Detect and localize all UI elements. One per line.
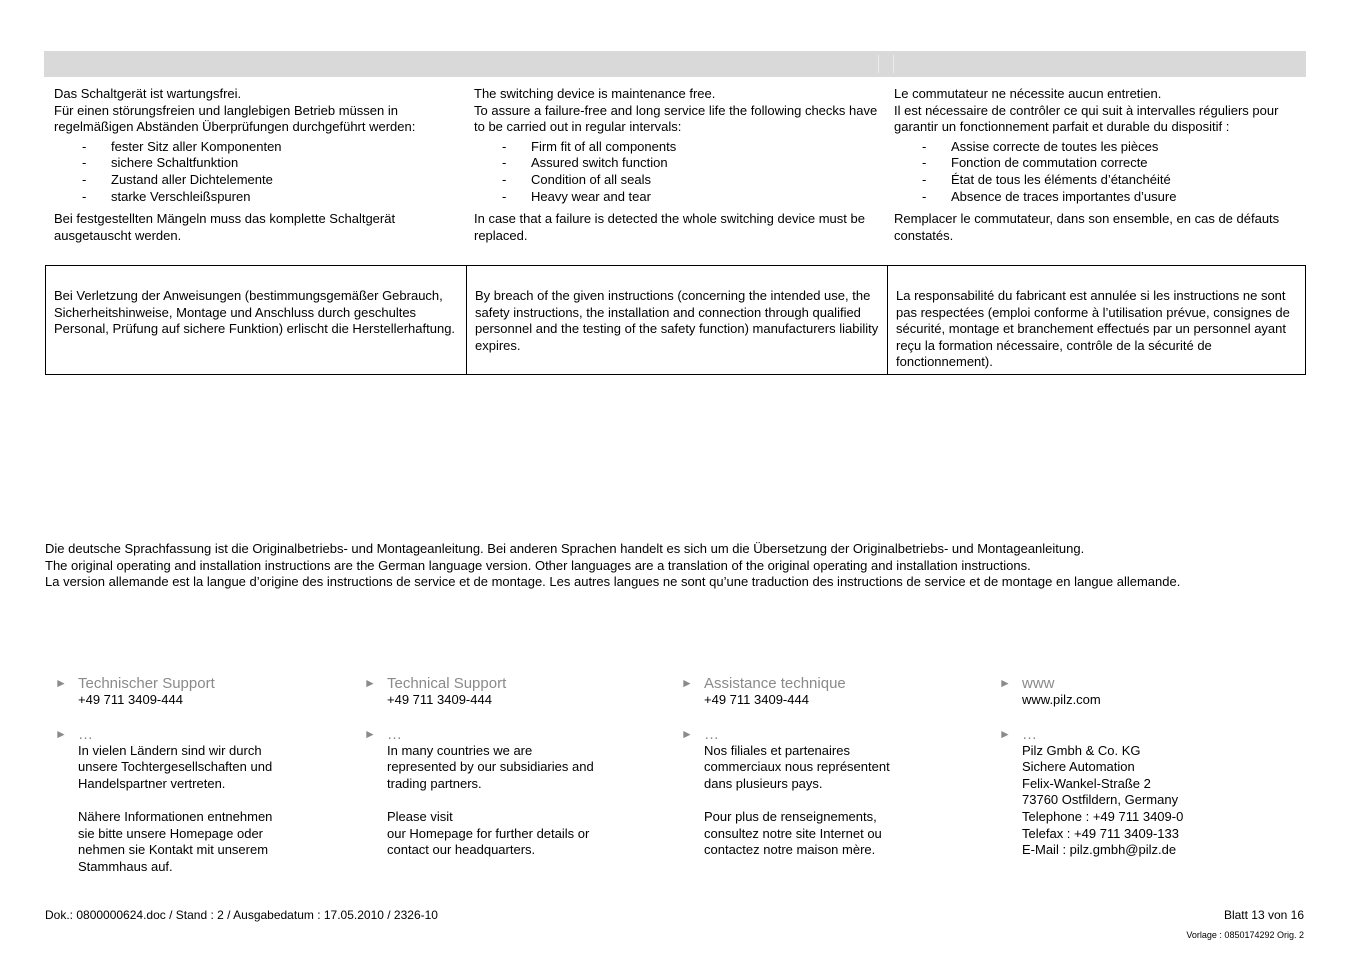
more-info-title: … bbox=[78, 725, 93, 743]
info-line: Handelspartner vertreten. bbox=[78, 775, 226, 791]
page-number: Blatt 13 von 16 bbox=[1223, 908, 1304, 922]
more-info-block bbox=[45, 726, 345, 876]
language-note-fr: La version allemande est la langue d’origine des instructions de service et de montage. Les autres langues ne sont qu’une traduction des instructions de service et de montage en langue allemande. bbox=[45, 574, 1181, 590]
support-title: Technischer Support bbox=[78, 675, 215, 692]
more-info-title: … bbox=[704, 725, 719, 743]
info-line: represented by our subsidiaries and bbox=[387, 759, 594, 775]
website-title: www bbox=[1022, 675, 1055, 692]
info-line: Nähere Informationen entnehmen bbox=[78, 808, 273, 824]
info-line: contact our headquarters. bbox=[387, 842, 536, 858]
info-line: contactez notre maison mère. bbox=[704, 842, 876, 858]
language-note-de: Die deutsche Sprachfassung ist die Originalbetriebs- und Montageanleitung. Bei anderen Sprachen handelt es sich um die Übersetzung der Originalbetriebs- und Montageanleitung. bbox=[45, 541, 1085, 556]
maintenance-intro: Le commutateur ne nécessite aucun entretien. bbox=[894, 86, 1162, 101]
info-line: commerciaux nous représentent bbox=[704, 759, 890, 775]
company-division: Sichere Automation bbox=[1022, 759, 1135, 775]
info-line: Please visit bbox=[387, 808, 453, 824]
website-link[interactable]: www.pilz.com bbox=[1022, 692, 1101, 707]
check-list bbox=[54, 139, 458, 205]
arrow-right-icon: ► bbox=[364, 676, 376, 690]
maintenance-closing: In case that a failure is detected the whole switching device must be replaced. bbox=[474, 211, 865, 243]
info-line: Nos filiales et partenaires bbox=[704, 742, 850, 758]
address-title: … bbox=[1022, 725, 1037, 743]
header-bar-divider bbox=[893, 55, 894, 73]
info-line: Pour plus de renseignements, bbox=[704, 808, 877, 824]
info-line: our Homepage for further details or bbox=[387, 825, 590, 841]
email-link[interactable]: E-Mail : pilz.gmbh@pilz.de bbox=[1022, 842, 1177, 858]
contact-column-en bbox=[354, 675, 654, 859]
telefax: Telefax : +49 711 3409-133 bbox=[1022, 825, 1179, 841]
header-bar-divider bbox=[878, 55, 879, 73]
info-line: nehmen sie Kontakt mit unserem bbox=[78, 842, 269, 858]
arrow-right-icon: ► bbox=[55, 726, 67, 741]
check-list-item: - Assise correcte de toutes les pièces bbox=[922, 138, 1159, 154]
arrow-right-icon: ► bbox=[681, 676, 693, 690]
contact-column-de bbox=[45, 675, 345, 875]
info-line: consultez notre site Internet ou bbox=[704, 825, 882, 841]
info-line: Stammhaus auf. bbox=[78, 858, 173, 874]
check-list-item: - Fonction de commutation correcte bbox=[922, 155, 1148, 171]
check-list-item: - Condition of all seals bbox=[502, 171, 651, 187]
maintenance-column-fr bbox=[894, 86, 1298, 244]
maintenance-intro: Il est nécessaire de contrôler ce qui suit à intervalles réguliers pour garantir un fonctionnement parfait et durable du dispositif : bbox=[894, 102, 1279, 135]
maintenance-closing: Remplacer le commutateur, dans son ensemble, en cas de défauts constatés. bbox=[894, 211, 1280, 243]
more-info-title: … bbox=[387, 725, 402, 743]
liability-cell-en: By breach of the given instructions (concerning the intended use, the safety instructions, the installation and connection through qualified personnel and the testing of the safety function) manufacturers liability expires. bbox=[466, 266, 887, 374]
arrow-right-icon: ► bbox=[999, 726, 1011, 741]
check-list bbox=[474, 139, 878, 205]
check-list-item: - Absence de traces importantes d’usure bbox=[922, 188, 1177, 204]
maintenance-column-en bbox=[474, 86, 878, 244]
maintenance-intro: The switching device is maintenance free. bbox=[474, 86, 716, 101]
more-info-block bbox=[671, 726, 971, 859]
check-list-item: - Heavy wear and tear bbox=[502, 188, 651, 204]
arrow-right-icon: ► bbox=[364, 726, 376, 741]
check-list-item: - Assured switch function bbox=[502, 155, 668, 171]
contact-column-fr bbox=[671, 675, 971, 859]
support-phone: +49 711 3409-444 bbox=[387, 692, 492, 707]
arrow-right-icon: ► bbox=[681, 726, 693, 741]
support-block bbox=[45, 675, 345, 709]
arrow-right-icon: ► bbox=[55, 676, 67, 690]
liability-cell-de: Bei Verletzung der Anweisungen (bestimmungsgemäßer Gebrauch, Sicherheitshinweise, Montage und Anschluss durch geschultes Personal, Prüfung auf sichere Funktion) erlischt die Herstellerhaftung. bbox=[54, 288, 456, 337]
language-note bbox=[45, 541, 1275, 591]
liability-cell-fr: La responsabilité du fabricant est annulée si les instructions ne sont pas respectées (emploi conforme à l’utilisation prévue, consignes de sécurité, montage et branchement effectués par un personnel ayant reçu la formation nécessaire, contrôle de la sécurité de fonctionnement). bbox=[887, 266, 1305, 374]
support-block bbox=[671, 675, 971, 709]
document-info: Dok.: 0800000624.doc / Stand : 2 / Ausgabedatum : 17.05.2010 / 2326-10 bbox=[45, 908, 438, 922]
language-note-en: The original operating and installation instructions are the German language version. Other languages are a translation of the original operating and installation instructions. bbox=[45, 557, 1031, 573]
support-phone: +49 711 3409-444 bbox=[78, 692, 183, 707]
contact-column-web bbox=[989, 675, 1289, 859]
company-name: Pilz Gmbh & Co. KG bbox=[1022, 742, 1141, 758]
address-block bbox=[989, 726, 1289, 859]
website-block bbox=[989, 675, 1289, 709]
maintenance-intro: Das Schaltgerät ist wartungsfrei. bbox=[54, 86, 242, 101]
check-list bbox=[894, 139, 1298, 205]
maintenance-intro: To assure a failure-free and long service life the following checks have to be carried out in regular intervals: bbox=[474, 102, 878, 135]
address-street: Felix-Wankel-Straße 2 bbox=[1022, 775, 1151, 791]
header-bar bbox=[44, 51, 1306, 77]
maintenance-intro: Für einen störungsfreien und langlebigen Betrieb müssen in regelmäßigen Abständen Überprüfungen durchgeführt werden: bbox=[54, 102, 416, 135]
address-city: 73760 Ostfildern, Germany bbox=[1022, 792, 1179, 808]
info-line: unsere Tochtergesellschaften und bbox=[78, 759, 273, 775]
check-list-item: - Firm fit of all components bbox=[502, 138, 677, 154]
info-line: dans plusieurs pays. bbox=[704, 775, 823, 791]
support-phone: +49 711 3409-444 bbox=[704, 692, 809, 707]
check-list-item: - sichere Schaltfunktion bbox=[82, 155, 239, 171]
maintenance-column-de bbox=[54, 86, 458, 244]
liability-table bbox=[45, 265, 1306, 375]
check-list-item: - État de tous les éléments d’étanchéité bbox=[922, 171, 1171, 187]
maintenance-closing: Bei festgestellten Mängeln muss das komplette Schaltgerät ausgetauscht werden. bbox=[54, 211, 396, 243]
check-list-item: - starke Verschleißspuren bbox=[82, 188, 251, 204]
info-line: trading partners. bbox=[387, 775, 482, 791]
arrow-right-icon: ► bbox=[999, 676, 1011, 690]
more-info-block bbox=[354, 726, 654, 859]
support-block bbox=[354, 675, 654, 709]
check-list-item: - Zustand aller Dichtelemente bbox=[82, 171, 273, 187]
template-number: Vorlage : 0850174292 Orig. 2 bbox=[1186, 930, 1304, 940]
telephone: Telephone : +49 711 3409-0 bbox=[1022, 808, 1184, 824]
support-title: Assistance technique bbox=[704, 675, 846, 692]
info-line: sie bitte unsere Homepage oder bbox=[78, 825, 264, 841]
check-list-item: - fester Sitz aller Komponenten bbox=[82, 138, 282, 154]
info-line: In vielen Ländern sind wir durch bbox=[78, 742, 262, 758]
info-line: In many countries we are bbox=[387, 742, 533, 758]
support-title: Technical Support bbox=[387, 675, 507, 692]
